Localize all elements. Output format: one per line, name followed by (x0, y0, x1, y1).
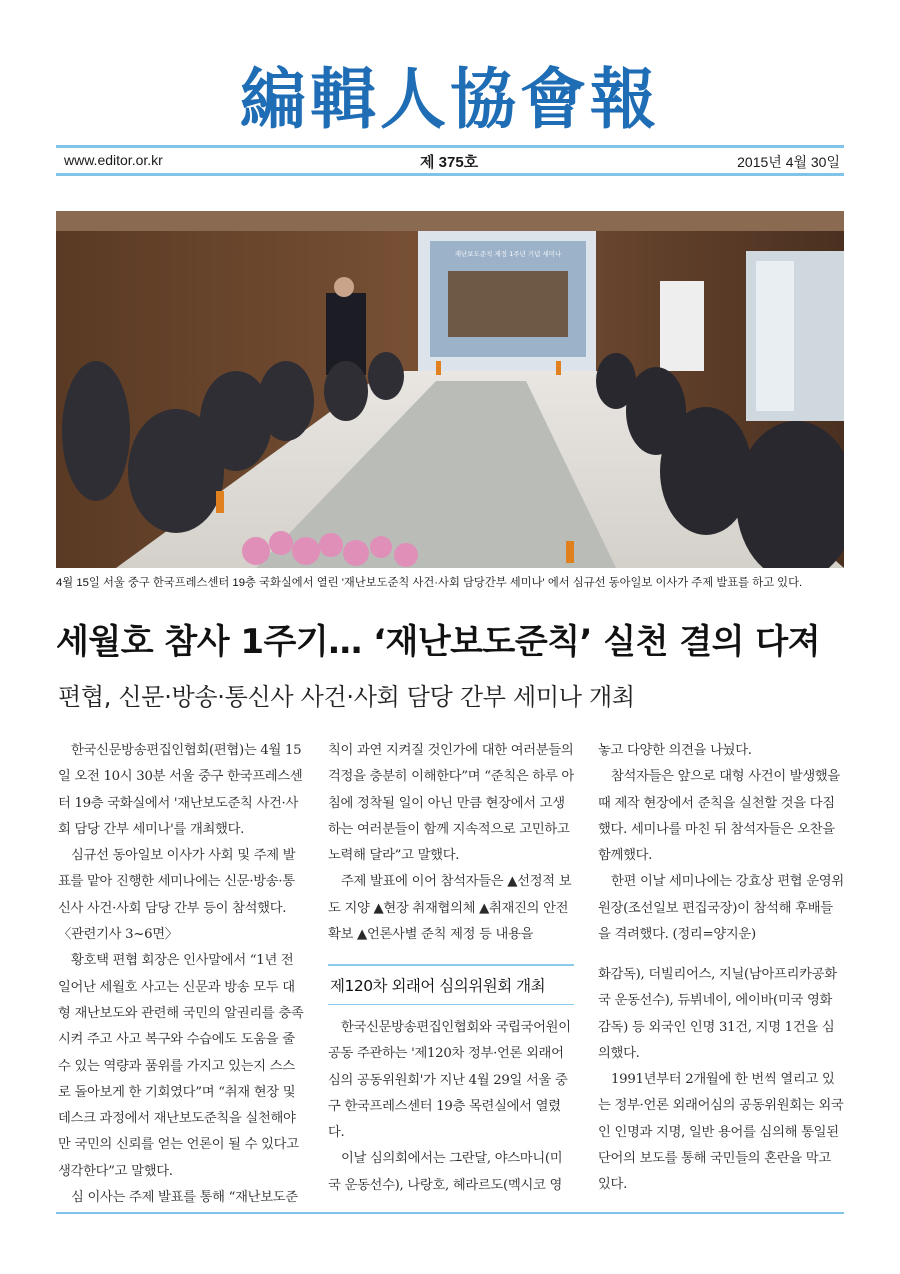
masthead-title: 編輯人協會報 (240, 60, 660, 136)
slide-text: 재난보도준칙 제정 1주년 기념 세미나 (454, 250, 562, 258)
article2-title: 제120차 외래어 심의위원회 개최 (330, 977, 546, 995)
subheadline: 편협, 신문·방송·통신사 사건·사회 담당 간부 세미나 개최 (58, 683, 635, 711)
paragraph: 한국신문방송편집인협회와 국립국어원이 공동 주관하는 '제120차 정부·언론 외래어심의 공동위원회'가 지난 4월 29일 서울 중구 한국프레스센터 19층 목련실에서 열렸다. (328, 1020, 571, 1141)
issue-date: 2015년 4월 30일 (737, 154, 840, 170)
seminar-photo (56, 211, 844, 568)
headline: 세월호 참사 1주기… ‘재난보도준칙’ 실천 결의 다져 (56, 622, 821, 662)
paragraph: 참석자들은 앞으로 대형 사건이 발생했을 때 제작 현장에서 준칙을 실천할 것을 다짐했다. 세미나를 마친 뒤 참석자들은 오찬을 함께했다. (598, 769, 840, 864)
paragraph: 심 이사는 주제 발표를 통해 “재난보도준 (71, 1190, 298, 1206)
paragraph: 이날 심의회에서는 그란달, 야스마니(미국 운동선수), 나랑호, 헤라르도(멕시코 영 (328, 1151, 563, 1193)
paragraph: 주제 발표에 이어 참석자들은 ▲선정적 보도 지양 ▲현장 취재협의체 ▲취재진의 안전 확보 ▲언론사별 준칙 제정 등 내용을 (328, 874, 572, 943)
article2-rule-top (328, 964, 574, 966)
paragraph: 화감독), 더빌리어스, 지닐(남아프리카공화국 운동선수), 듀뷔네이, 에이바(미국 영화감독) 등 외국인 인명 31건, 지명 1건을 심의했다. (598, 967, 837, 1061)
article2-column-2 (598, 962, 844, 1199)
masthead-logo (200, 58, 700, 136)
article-column-2 (328, 738, 574, 948)
article-column-3 (598, 738, 844, 948)
info-bar (60, 148, 844, 173)
paragraph: 놓고 다양한 의견을 나눴다. (598, 743, 752, 758)
article-column-1 (58, 738, 306, 1211)
article2-rule-bottom (328, 1004, 574, 1005)
issue-number: 제 375호 (420, 154, 479, 171)
paragraph: 심규선 동아일보 이사가 사회 및 주제 발표를 맡아 진행한 세미나에는 신문·방송·통신사 사건·사회 담당 간부 등이 참석했다. 〈관련기사 3~6면〉 (58, 848, 296, 943)
site-url[interactable]: www.editor.or.kr (64, 152, 163, 168)
footer-rule (56, 1212, 844, 1214)
paragraph: 황호택 편협 회장은 인사말에서 “1년 전 일어난 세월호 사고는 신문과 방송 모두 대형 재난보도와 관련해 국민의 알권리를 충족시켜 주고 사고 복구와 수습에도 도움을 줄 수 있는 역량과 품위를 가지고 있는지 스스로 돌아보게 한 기회였다”며 “취재 현장 및 데스크 과정에서 재난보도준칙을 실천해야만 국민의 신뢰를 얻는 언론이 될 수 있다고 생각한다”고 말했다. (58, 953, 304, 1179)
header-rule-bottom (56, 173, 844, 176)
paragraph: 한국신문방송편집인협회(편협)는 4월 15일 오전 10시 30분 서울 중구 한국프레스센터 19층 국화실에서 '재난보도준칙 사건·사회 담당 간부 세미나'를 개최했다. (58, 743, 303, 837)
photo-caption: 4월 15일 서울 중구 한국프레스센터 19층 국화실에서 열린 '재난보도준칙 사건·사회 담당간부 세미나' 에서 심규선 동아일보 이사가 주제 발표를 하고 있다. (56, 577, 803, 589)
paragraph: 1991년부터 2개월에 한 번씩 열리고 있는 정부·언론 외래어심의 공동위원회는 외국인 인명과 지명, 일반 용어를 심의해 통일된 단어의 보도를 통해 국민들의 혼란을 막고 있다. (598, 1072, 844, 1193)
paragraph: 칙이 과연 지켜질 것인가에 대한 여러분들의 걱정을 충분히 이해한다”며 “준칙은 하루 아침에 정착될 일이 아닌 만큼 현장에서 고생하는 여러분들이 함께 지속적으로 고민하고 노력해 달라”고 말했다. (328, 743, 574, 864)
article2-column-1 (328, 1015, 574, 1199)
paragraph: 한편 이날 세미나에는 강효상 편협 운영위원장(조선일보 편집국장)이 참석해 후배들을 격려했다. (정리=양지운) (598, 874, 844, 943)
